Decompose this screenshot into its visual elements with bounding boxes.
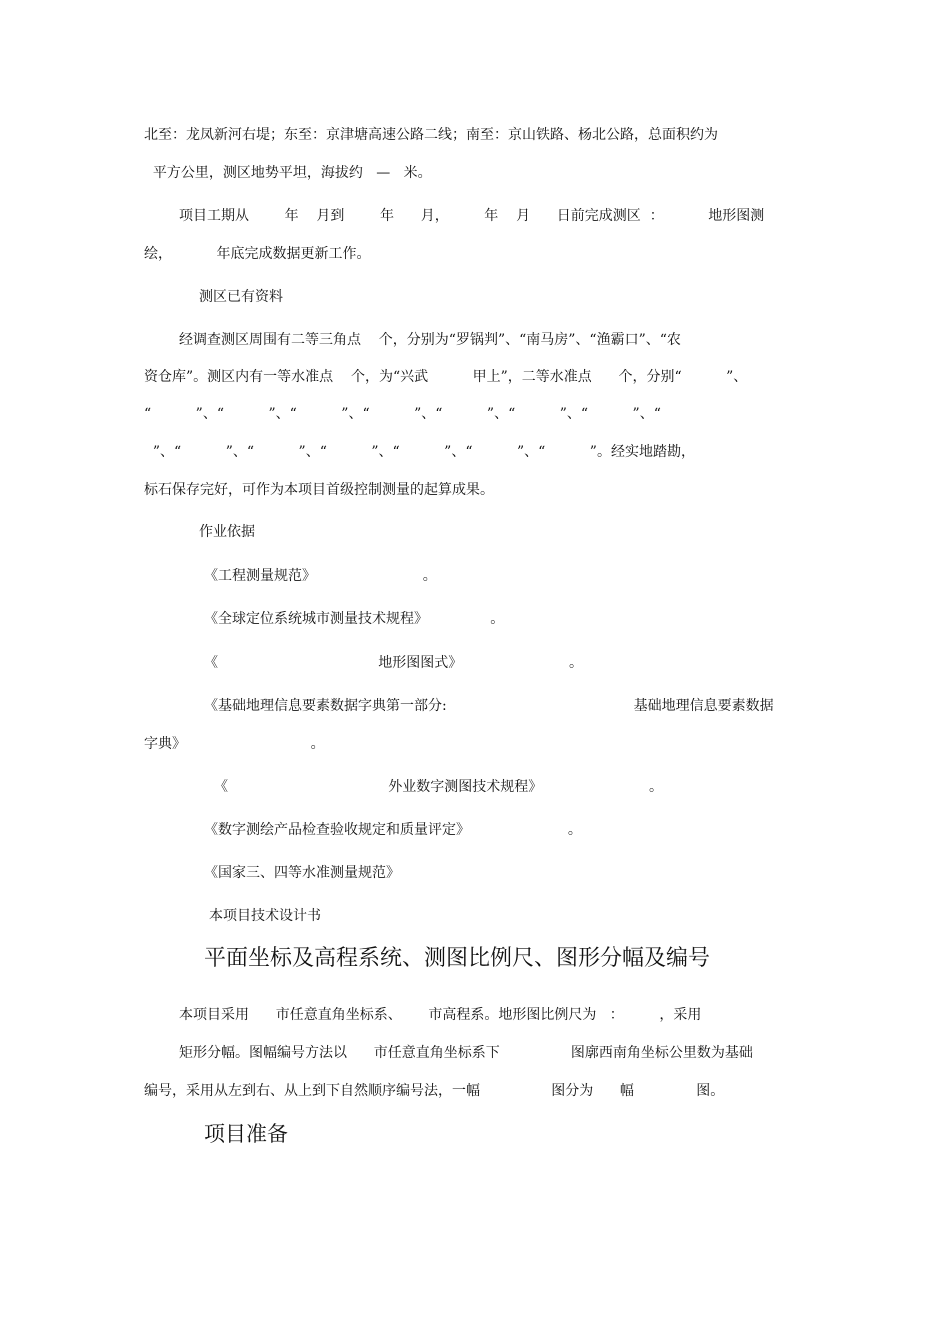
reference-item-4-cont: 字典》 。 <box>144 736 325 752</box>
text-line-2: 平方公里，测区地势平坦，海拔约 — 米。 <box>144 165 432 181</box>
reference-item-2: 《全球定位系统城市测量技术规程》 。 <box>204 611 505 627</box>
text-line-6: 经调查测区周围有二等三角点 个，分别为“罗锅判”、“南马房”、“渔霸口”、“农 <box>179 332 681 348</box>
text-line-3: 项目工期从 年 月到 年 月， 年 月 日前完成测区 ： 地形图测 <box>179 208 765 224</box>
reference-item-7: 《国家三、四等水准测量规范》 <box>204 865 400 881</box>
reference-item-1: 《工程测量规范》 。 <box>204 568 437 584</box>
heading-project-preparation: 项目准备 <box>204 1122 288 1146</box>
text-line-21: 本项目采用 市任意直角坐标系、 市高程系。地形图比例尺为 ： ，采用 <box>179 1007 702 1023</box>
reference-item-6: 《数字测绘产品检查验收规定和质量评定》 。 <box>204 822 582 838</box>
section-label-existing-data: 测区已有资料 <box>199 289 283 305</box>
text-line-1: 北至：龙凤新河右堤；东至：京津塘高速公路二线；南至：京山铁路、杨北公路，总面积约为 <box>144 127 718 143</box>
text-line-10: 标石保存完好，可作为本项目首级控制测量的起算成果。 <box>144 482 494 498</box>
reference-item-4: 《基础地理信息要素数据字典第一部分: 基础地理信息要素数据 <box>204 698 774 714</box>
reference-item-5: 《 外业数字测图技术规程》 。 <box>214 779 664 795</box>
reference-item-8: 本项目技术设计书 <box>209 908 321 924</box>
text-line-23: 编号，采用从左到右、从上到下自然顺序编号法，一幅 图分为 幅 图。 <box>144 1083 725 1099</box>
text-line-9: ”、“ ”、“ ”、“ ”、“ ”、“ ”、“ ”。经实地踏勘， <box>144 444 695 460</box>
reference-item-3: 《 地形图图式》 。 <box>204 655 584 671</box>
text-line-22: 矩形分幅。图幅编号方法以 市任意直角坐标系下 图廓西南角坐标公里数为基础 <box>179 1045 753 1061</box>
text-line-4: 绘， 年底完成数据更新工作。 <box>144 246 371 262</box>
text-line-8: “ ”、“ ”、“ ”、“ ”、“ ”、“ ”、“ ”、“ <box>144 406 661 422</box>
text-line-7: 资仓库”。测区内有一等水准点 个，为“兴武 甲上”，二等水准点 个，分别“ ”、 <box>144 369 748 385</box>
heading-coordinate-system: 平面坐标及高程系统、测图比例尺、图形分幅及编号 <box>204 946 711 971</box>
section-label-basis: 作业依据 <box>199 524 255 540</box>
